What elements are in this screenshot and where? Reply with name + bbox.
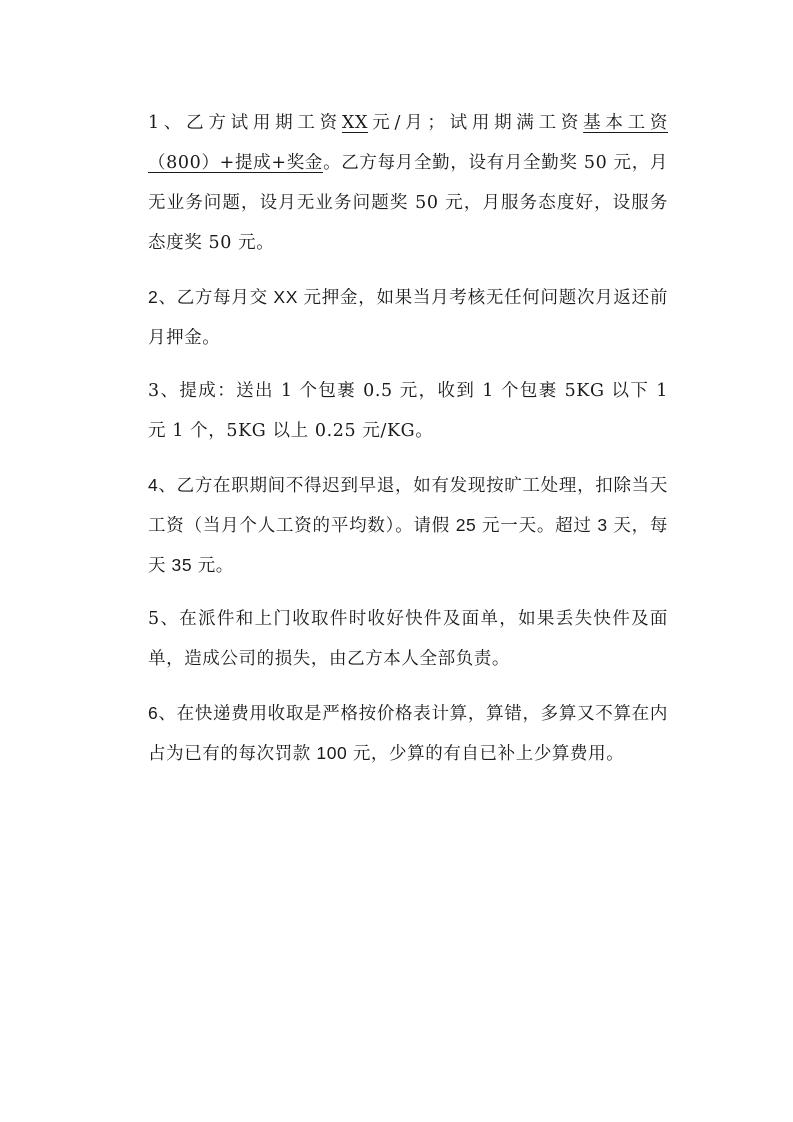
clause-5: 5、在派件和上门收取件时收好快件及面单，如果丢失快件及面单，造成公司的损失，由乙方本人全部负责。	[148, 609, 668, 669]
clause-1-mid: 元/月；试用期满工资	[368, 113, 584, 133]
clause-3: 3、提成：送出 1 个包裹 0.5 元，收到 1 个包裹 5KG 以下 1 元 1 个，5KG 以上 0.25 元/KG。	[148, 381, 668, 441]
clause-1-intro: 1、乙方试用期工资	[148, 113, 342, 133]
clause-1-rest: 。乙方每月全勤，设有月全勤奖 50 元，月无业务问题，设月无业务问题奖 50 元，月服务态度好，设服务态度奖 50 元。	[148, 153, 669, 253]
clause-2: 2、乙方每月交 XX 元押金，如果当月考核无任何问题次月返还前月押金。	[148, 287, 668, 347]
probation-salary-placeholder: XX	[341, 113, 369, 133]
clause-4: 4、乙方在职期间不得迟到早退，如有发现按旷工处理，扣除当天工资（当月个人工资的平均数）。请假 25 元一天。超过 3 天，每天 35 元。	[148, 475, 668, 575]
document-body	[148, 103, 668, 787]
full-salary-formula: 基本工资（800）+提成+奖金	[148, 113, 668, 173]
clause-6: 6、在快递费用收取是严格按价格表计算，算错，多算又不算在内占为已有的每次罚款 100 元，少算的有自已补上少算费用。	[148, 703, 668, 763]
clause-1	[148, 103, 668, 263]
